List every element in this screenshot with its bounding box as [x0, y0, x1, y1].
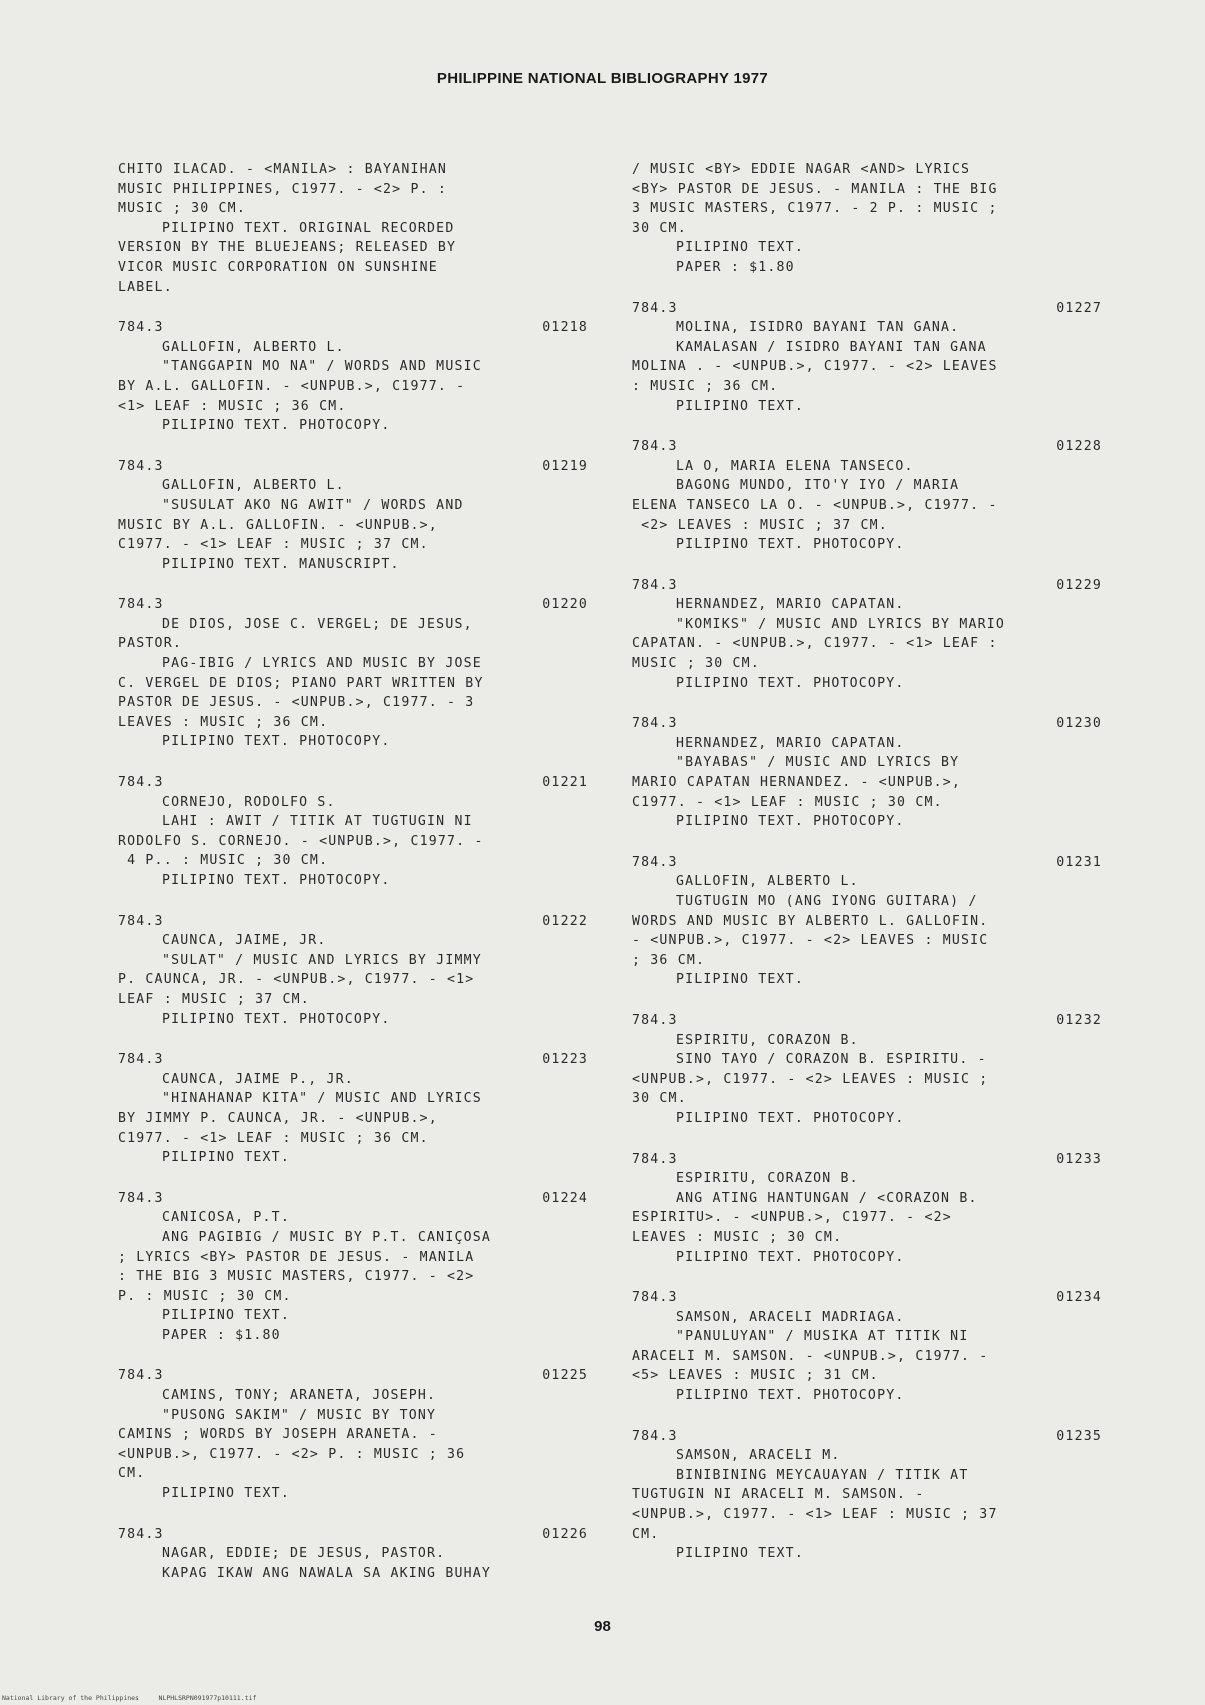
- class-number: 784.3: [632, 716, 678, 732]
- entry-line: MUSIC PHILIPPINES, C1977. - <2> P. :: [118, 181, 448, 197]
- entry-line: CAUNCA, JAIME P., JR.: [162, 1071, 354, 1087]
- entry-line: ; 36 CM.: [632, 952, 706, 968]
- entry-line: TUGTUGIN NI ARACELI M. SAMSON. -: [632, 1487, 925, 1503]
- bibliography-entry: [118, 595, 588, 752]
- entry-line: LEAF : MUSIC ; 37 CM.: [118, 991, 310, 1007]
- entry-line: PILIPINO TEXT.: [676, 240, 804, 256]
- right-column: [632, 160, 1102, 1585]
- entry-number: 01219: [542, 458, 588, 474]
- class-number: 784.3: [118, 597, 164, 613]
- entry-number: 01228: [1056, 439, 1102, 455]
- bibliography-entry: [632, 853, 1102, 990]
- entry-line: PILIPINO TEXT.: [162, 1308, 290, 1324]
- entry-line: CM.: [118, 1466, 146, 1482]
- entry-line: CM.: [632, 1526, 660, 1542]
- entry-line: HERNANDEZ, MARIO CAPATAN.: [676, 597, 905, 613]
- entry-number: 01218: [542, 320, 588, 336]
- entry-line: : MUSIC ; 36 CM.: [632, 378, 779, 394]
- entry-line: P. CAUNCA, JR. - <UNPUB.>, C1977. - <1>: [118, 972, 475, 988]
- entry-line: / MUSIC <BY> EDDIE NAGAR <AND> LYRICS: [632, 162, 971, 177]
- entry-line: <5> LEAVES : MUSIC ; 31 CM.: [632, 1368, 879, 1384]
- entry-line: <2> LEAVES : MUSIC ; 37 CM.: [632, 517, 888, 533]
- bibliography-entry: [632, 1150, 1102, 1268]
- entry-line: "HINAHANAP KITA" / MUSIC AND LYRICS: [162, 1091, 482, 1107]
- entry-line: PILIPINO TEXT. PHOTOCOPY.: [162, 1011, 391, 1027]
- entry-line: 4 P.. : MUSIC ; 30 CM.: [118, 853, 329, 869]
- entry-line: PILIPINO TEXT.: [162, 1150, 290, 1166]
- entry-line: PASTOR.: [118, 636, 182, 652]
- entry-number: 01224: [542, 1190, 588, 1206]
- entry-line: SAMSON, ARACELI M.: [676, 1448, 841, 1464]
- entry-heading: [632, 714, 1102, 734]
- entry-line: VICOR MUSIC CORPORATION ON SUNSHINE: [118, 259, 438, 275]
- entry-line: PILIPINO TEXT. PHOTOCOPY.: [162, 418, 391, 434]
- entry-line: PILIPINO TEXT. PHOTOCOPY.: [162, 873, 391, 888]
- entry-line: DE DIOS, JOSE C. VERGEL; DE JESUS,: [162, 616, 473, 632]
- entry-line: ANG ATING HANTUNGAN / <CORAZON B.: [676, 1190, 978, 1206]
- bibliography-entry: [632, 714, 1102, 832]
- entry-line: MARIO CAPATAN HERNANDEZ. - <UNPUB.>,: [632, 775, 962, 791]
- class-number: 784.3: [632, 577, 678, 593]
- entry-line: ; LYRICS <BY> PASTOR DE JESUS. - MANILA: [118, 1249, 475, 1265]
- entry-line: P. : MUSIC ; 30 CM.: [118, 1288, 292, 1304]
- entry-line: MOLINA . - <UNPUB.>, C1977. - <2> LEAVES: [632, 359, 998, 375]
- entry-line: PILIPINO TEXT. PHOTOCOPY.: [676, 814, 905, 830]
- bibliography-entry: [118, 1525, 588, 1584]
- bibliography-entry: [632, 160, 1102, 278]
- bibliography-entry: [632, 1427, 1102, 1564]
- entry-line: NAGAR, EDDIE; DE JESUS, PASTOR.: [162, 1546, 446, 1562]
- entry-line: C. VERGEL DE DIOS; PIANO PART WRITTEN BY: [118, 675, 484, 691]
- entry-line: BAGONG MUNDO, ITO'Y IYO / MARIA: [676, 478, 960, 494]
- entry-line: LEAVES : MUSIC ; 36 CM.: [118, 714, 329, 730]
- entry-heading: [632, 853, 1102, 873]
- class-number: 784.3: [632, 300, 678, 316]
- class-number: 784.3: [632, 1428, 678, 1444]
- bibliography-entry: [118, 160, 588, 297]
- entry-line: CAMINS, TONY; ARANETA, JOSEPH.: [162, 1388, 437, 1404]
- class-number: 784.3: [632, 439, 678, 455]
- entry-number: 01231: [1056, 854, 1102, 870]
- entry-heading: [632, 437, 1102, 457]
- entry-number: 01234: [1056, 1290, 1102, 1306]
- bibliography-entry: [632, 437, 1102, 555]
- entry-line: <1> LEAF : MUSIC ; 36 CM.: [118, 398, 347, 414]
- entry-line: "SUSULAT AKO NG AWIT" / WORDS AND: [162, 497, 464, 513]
- entry-number: 01226: [542, 1526, 588, 1542]
- entry-line: PILIPINO TEXT. ORIGINAL RECORDED: [162, 220, 455, 236]
- entry-line: WORDS AND MUSIC BY ALBERTO L. GALLOFIN.: [632, 913, 989, 929]
- entry-line: PAG-IBIG / LYRICS AND MUSIC BY JOSE: [162, 656, 482, 672]
- entry-number: 01223: [542, 1052, 588, 1068]
- entry-line: BY JIMMY P. CAUNCA, JR. - <UNPUB.>,: [118, 1110, 438, 1126]
- class-number: 784.3: [632, 854, 678, 870]
- entry-heading: [632, 1150, 1102, 1170]
- class-number: 784.3: [118, 1052, 164, 1068]
- entry-line: PILIPINO TEXT. PHOTOCOPY.: [676, 537, 905, 553]
- entry-line: PILIPINO TEXT.: [676, 398, 804, 414]
- entry-line: <UNPUB.>, C1977. - <2> P. : MUSIC ; 36: [118, 1446, 466, 1462]
- entry-line: "PUSONG SAKIM" / MUSIC BY TONY: [162, 1407, 437, 1423]
- entry-line: LAHI : AWIT / TITIK AT TUGTUGIN NI: [162, 814, 473, 830]
- left-column: [118, 160, 588, 1604]
- entry-line: CAPATAN. - <UNPUB.>, C1977. - <1> LEAF :: [632, 636, 998, 652]
- entry-line: PILIPINO TEXT. PHOTOCOPY.: [676, 1388, 905, 1404]
- entry-heading: [118, 1366, 588, 1386]
- entry-line: MOLINA, ISIDRO BAYANI TAN GANA.: [676, 320, 960, 336]
- entry-number: 01225: [542, 1368, 588, 1384]
- entry-line: MUSIC BY A.L. GALLOFIN. - <UNPUB.>,: [118, 517, 438, 533]
- bibliography-entry: [632, 576, 1102, 694]
- entry-line: ANG PAGIBIG / MUSIC BY P.T. CANIÇOSA: [162, 1229, 492, 1245]
- entry-line: LABEL.: [118, 279, 173, 295]
- entry-heading: [632, 1011, 1102, 1031]
- entry-heading: [118, 1525, 588, 1545]
- entry-line: C1977. - <1> LEAF : MUSIC ; 37 CM.: [118, 537, 429, 553]
- page-number: 98: [594, 1618, 611, 1635]
- entry-line: 30 CM.: [632, 1091, 687, 1107]
- entry-number: 01222: [542, 913, 588, 929]
- entry-line: LA O, MARIA ELENA TANSECO.: [676, 458, 914, 474]
- entry-line: GALLOFIN, ALBERTO L.: [162, 478, 345, 494]
- entry-heading: [118, 457, 588, 477]
- class-number: 784.3: [118, 1526, 164, 1542]
- entry-number: 01230: [1056, 716, 1102, 732]
- entry-heading: [632, 1288, 1102, 1308]
- entry-line: PAPER : $1.80: [162, 1327, 281, 1343]
- entry-number: 01232: [1056, 1012, 1102, 1028]
- entry-line: BINIBINING MEYCAUAYAN / TITIK AT: [676, 1467, 969, 1483]
- entry-line: ELENA TANSECO LA O. - <UNPUB.>, C1977. -: [632, 497, 998, 513]
- entry-line: SAMSON, ARACELI MADRIAGA.: [676, 1309, 905, 1325]
- entry-heading: [632, 299, 1102, 319]
- class-number: 784.3: [118, 1368, 164, 1384]
- entry-line: PILIPINO TEXT. PHOTOCOPY.: [676, 675, 905, 691]
- scan-footer: National Library of the Philippines NLPHLSRPN091977p10111.tif: [2, 1694, 257, 1702]
- entry-heading: [632, 576, 1102, 596]
- entry-line: PILIPINO TEXT. PHOTOCOPY.: [676, 1249, 905, 1265]
- class-number: 784.3: [118, 775, 164, 791]
- entry-line: PILIPINO TEXT. PHOTOCOPY.: [162, 734, 391, 750]
- entry-line: HERNANDEZ, MARIO CAPATAN.: [676, 735, 905, 751]
- entry-line: PILIPINO TEXT.: [676, 972, 804, 988]
- entry-line: - <UNPUB.>, C1977. - <2> LEAVES : MUSIC: [632, 933, 989, 949]
- entry-line: MUSIC ; 30 CM.: [118, 201, 246, 217]
- entry-line: TUGTUGIN MO (ANG IYONG GUITARA) /: [676, 894, 978, 909]
- entry-line: PILIPINO TEXT. MANUSCRIPT.: [162, 556, 400, 572]
- entry-line: KAMALASAN / ISIDRO BAYANI TAN GANA: [676, 339, 987, 355]
- entry-line: CAUNCA, JAIME, JR.: [162, 933, 327, 949]
- entry-heading: [632, 1427, 1102, 1447]
- entry-line: 3 MUSIC MASTERS, C1977. - 2 P. : MUSIC ;: [632, 201, 998, 217]
- entry-line: "PANULUYAN" / MUSIKA AT TITIK NI: [676, 1329, 969, 1345]
- entry-line: : THE BIG 3 MUSIC MASTERS, C1977. - <2>: [118, 1269, 475, 1285]
- entry-line: PILIPINO TEXT. PHOTOCOPY.: [676, 1110, 905, 1126]
- entry-heading: [118, 1050, 588, 1070]
- entry-line: SINO TAYO / CORAZON B. ESPIRITU. -: [676, 1052, 987, 1068]
- entry-line: GALLOFIN, ALBERTO L.: [162, 339, 345, 355]
- entry-line: CAMINS ; WORDS BY JOSEPH ARANETA. -: [118, 1427, 438, 1443]
- entry-number: 01235: [1056, 1428, 1102, 1444]
- entry-line: LEAVES : MUSIC ; 30 CM.: [632, 1229, 843, 1245]
- bibliography-entry: [632, 299, 1102, 417]
- bibliography-entry: [118, 912, 588, 1030]
- entry-line: <UNPUB.>, C1977. - <1> LEAF : MUSIC ; 37: [632, 1507, 998, 1523]
- bibliography-entry: [632, 1288, 1102, 1406]
- bibliography-entry: [632, 1011, 1102, 1129]
- entry-number: 01233: [1056, 1151, 1102, 1167]
- bibliography-entry: [118, 318, 588, 436]
- entry-line: RODOLFO S. CORNEJO. - <UNPUB.>, C1977. -: [118, 833, 484, 849]
- bibliography-entry: [118, 773, 588, 891]
- entry-line: VERSION BY THE BLUEJEANS; RELEASED BY: [118, 240, 457, 256]
- class-number: 784.3: [632, 1290, 678, 1306]
- entry-line: PILIPINO TEXT.: [676, 1546, 804, 1562]
- entry-line: ARACELI M. SAMSON. - <UNPUB.>, C1977. -: [632, 1348, 989, 1364]
- bibliography-entry: [118, 1366, 588, 1503]
- class-number: 784.3: [118, 458, 164, 474]
- entry-line: "TANGGAPIN MO NA" / WORDS AND MUSIC: [162, 359, 482, 375]
- entry-number: 01220: [542, 597, 588, 613]
- entry-line: <BY> PASTOR DE JESUS. - MANILA : THE BIG: [632, 181, 998, 197]
- page-title: PHILIPPINE NATIONAL BIBLIOGRAPHY 1977: [436, 70, 769, 87]
- entry-heading: [118, 318, 588, 338]
- entry-number: 01229: [1056, 577, 1102, 593]
- entry-line: PAPER : $1.80: [676, 259, 795, 275]
- entry-line: <UNPUB.>, C1977. - <2> LEAVES : MUSIC ;: [632, 1071, 989, 1087]
- entry-line: MUSIC ; 30 CM.: [632, 656, 760, 672]
- bibliography-entry: [118, 1050, 588, 1168]
- class-number: 784.3: [118, 320, 164, 336]
- entry-line: C1977. - <1> LEAF : MUSIC ; 36 CM.: [118, 1130, 429, 1146]
- bibliography-entry: [118, 457, 588, 575]
- entry-line: CORNEJO, RODOLFO S.: [162, 794, 336, 810]
- entry-line: PASTOR DE JESUS. - <UNPUB.>, C1977. - 3: [118, 695, 475, 711]
- entry-line: "BAYABAS" / MUSIC AND LYRICS BY: [676, 755, 960, 771]
- entry-heading: [118, 773, 588, 793]
- entry-line: BY A.L. GALLOFIN. - <UNPUB.>, C1977. -: [118, 378, 466, 394]
- bibliography-entry: [118, 1189, 588, 1346]
- entry-line: C1977. - <1> LEAF : MUSIC ; 30 CM.: [632, 794, 943, 810]
- entry-line: ESPIRITU, CORAZON B.: [676, 1032, 859, 1048]
- class-number: 784.3: [118, 913, 164, 929]
- entry-line: ESPIRITU>. - <UNPUB.>, C1977. - <2>: [632, 1210, 952, 1226]
- entry-number: 01221: [542, 775, 588, 791]
- entry-line: PILIPINO TEXT.: [162, 1486, 290, 1502]
- entry-line: 30 CM.: [632, 220, 687, 236]
- entry-heading: [118, 595, 588, 615]
- entry-line: "KOMIKS" / MUSIC AND LYRICS BY MARIO: [676, 616, 1006, 632]
- entry-heading: [118, 912, 588, 932]
- class-number: 784.3: [632, 1012, 678, 1028]
- entry-line: CANICOSA, P.T.: [162, 1210, 290, 1226]
- entry-number: 01227: [1056, 300, 1102, 316]
- class-number: 784.3: [118, 1190, 164, 1206]
- entry-line: CHITO ILACAD. - <MANILA> : BAYANIHAN: [118, 162, 448, 177]
- entry-heading: [118, 1189, 588, 1209]
- class-number: 784.3: [632, 1151, 678, 1167]
- entry-line: "SULAT" / MUSIC AND LYRICS BY JIMMY: [162, 952, 482, 968]
- entry-line: KAPAG IKAW ANG NAWALA SA AKING BUHAY: [162, 1565, 492, 1581]
- entry-line: GALLOFIN, ALBERTO L.: [676, 874, 859, 890]
- entry-line: ESPIRITU, CORAZON B.: [676, 1171, 859, 1187]
